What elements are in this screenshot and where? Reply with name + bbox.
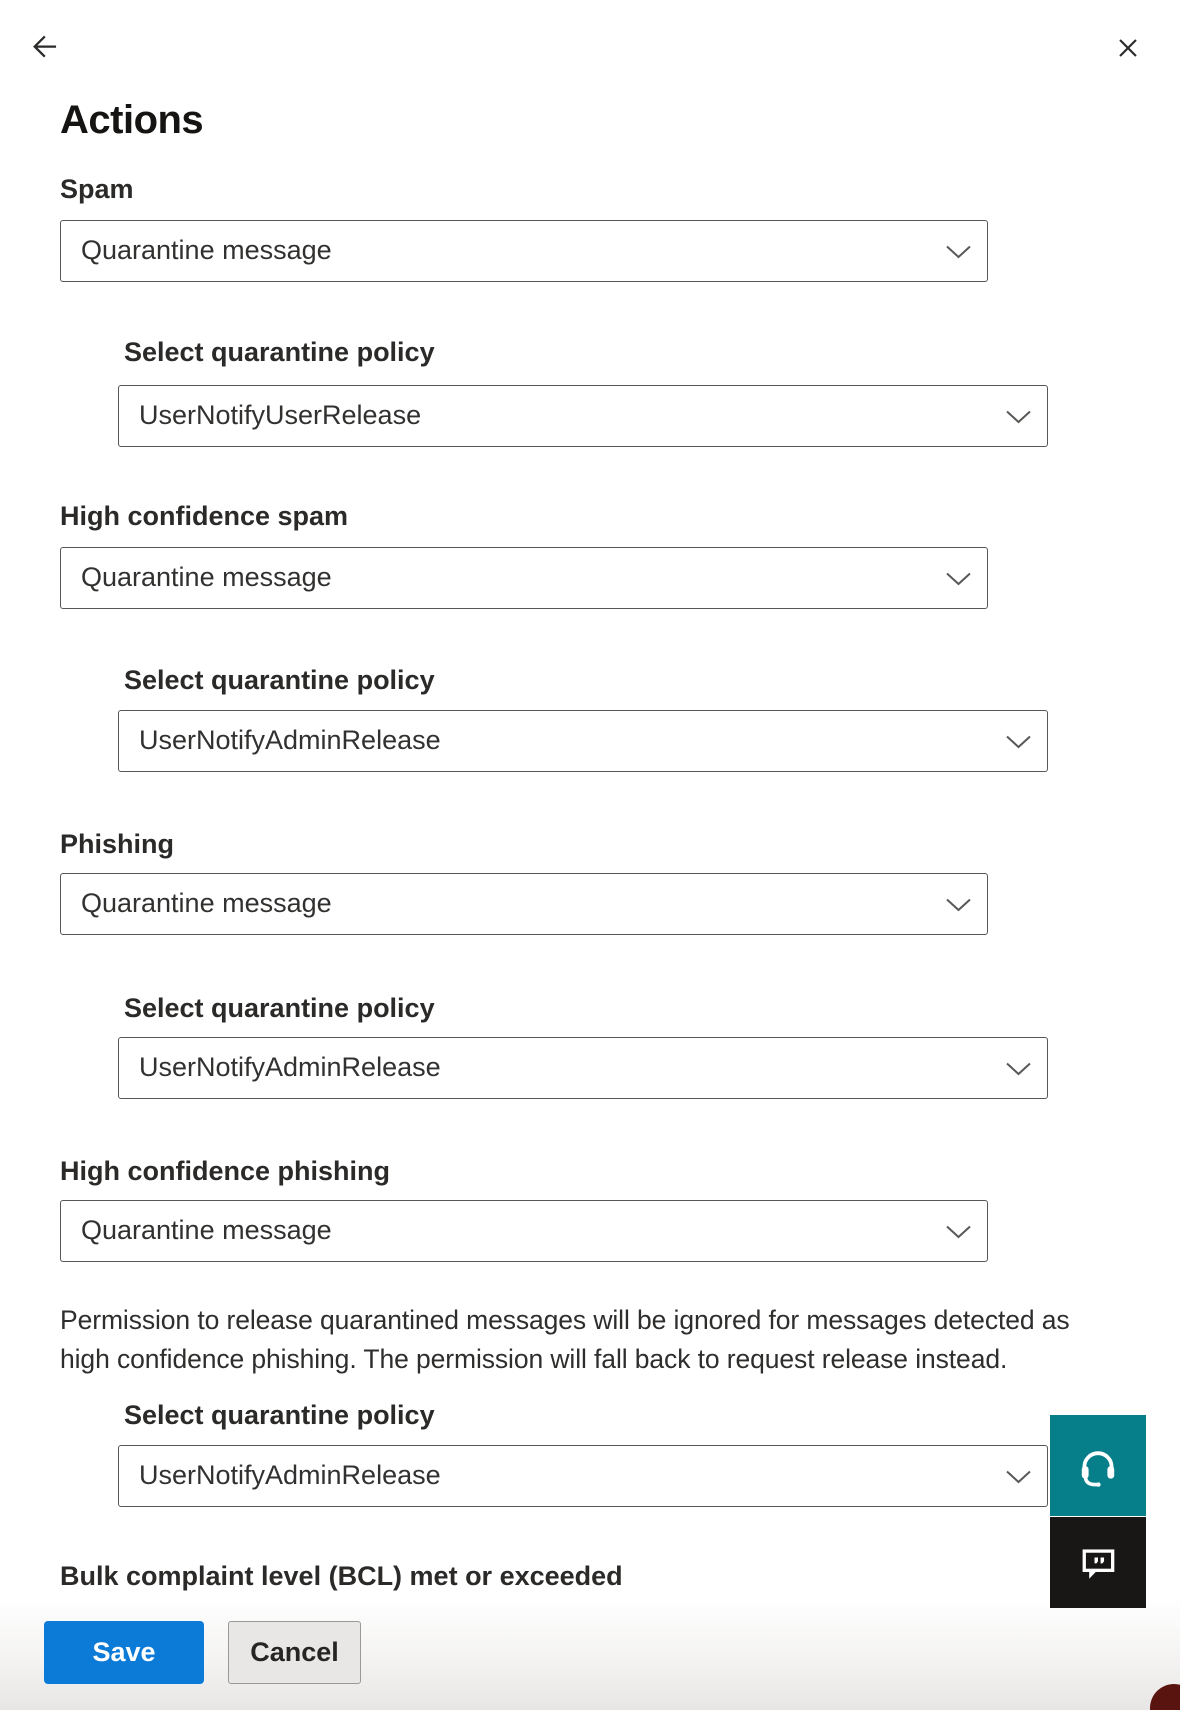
high-confidence-phishing-action-value: Quarantine message <box>81 1215 332 1245</box>
chevron-down-icon <box>945 897 972 918</box>
close-icon <box>1111 53 1145 68</box>
spam-label: Spam <box>60 174 134 204</box>
high-confidence-spam-action-value: Quarantine message <box>81 562 332 592</box>
phishing-quarantine-policy-label: Select quarantine policy <box>124 993 435 1023</box>
footer-bar <box>0 1597 1180 1710</box>
hcp-quarantine-policy-value: UserNotifyAdminRelease <box>139 1460 441 1490</box>
hcs-quarantine-policy-value: UserNotifyAdminRelease <box>139 725 441 755</box>
spam-action-value: Quarantine message <box>81 235 332 265</box>
spam-quarantine-policy-value: UserNotifyUserRelease <box>139 400 422 430</box>
chevron-down-icon <box>1005 734 1032 755</box>
arrow-left-icon <box>24 52 60 67</box>
bulk-complaint-level-label: Bulk complaint level (BCL) met or exceeded <box>60 1561 623 1591</box>
cancel-button[interactable]: Cancel <box>228 1621 361 1684</box>
save-button[interactable]: Save <box>44 1621 204 1684</box>
feedback-button[interactable] <box>1050 1517 1146 1608</box>
chevron-down-icon <box>1005 1061 1032 1082</box>
chevron-down-icon <box>945 571 972 592</box>
page-title: Actions <box>60 98 204 142</box>
phishing-label: Phishing <box>60 829 174 859</box>
spam-quarantine-policy-dropdown[interactable] <box>118 385 1048 447</box>
hcp-permission-note: Permission to release quarantined messages will be ignored for messages detected as high confidence phishing. The permission will fall back to request release instead. <box>60 1305 1070 1374</box>
high-confidence-phishing-label: High confidence phishing <box>60 1156 390 1186</box>
back-button[interactable] <box>22 26 62 66</box>
chevron-down-icon <box>1005 1469 1032 1490</box>
phishing-action-dropdown[interactable] <box>60 873 988 935</box>
chat-bubble-icon <box>1076 1573 1120 1588</box>
phishing-quarantine-policy-value: UserNotifyAdminRelease <box>139 1052 441 1082</box>
phishing-action-value: Quarantine message <box>81 888 332 918</box>
hcp-quarantine-policy-dropdown[interactable] <box>118 1445 1048 1507</box>
high-confidence-phishing-action-dropdown[interactable] <box>60 1200 988 1262</box>
spam-action-dropdown[interactable] <box>60 220 988 282</box>
spam-quarantine-policy-label: Select quarantine policy <box>124 337 435 367</box>
hcs-quarantine-policy-label: Select quarantine policy <box>124 665 435 695</box>
hcs-quarantine-policy-dropdown[interactable] <box>118 710 1048 772</box>
headset-icon <box>1074 1478 1122 1493</box>
hcp-quarantine-policy-label: Select quarantine policy <box>124 1400 435 1430</box>
high-confidence-spam-label: High confidence spam <box>60 501 349 531</box>
close-button[interactable] <box>1108 28 1148 68</box>
phishing-quarantine-policy-dropdown[interactable] <box>118 1037 1048 1099</box>
chevron-down-icon <box>945 1224 972 1245</box>
help-button[interactable] <box>1050 1415 1146 1516</box>
high-confidence-spam-action-dropdown[interactable] <box>60 547 988 609</box>
chevron-down-icon <box>1005 409 1032 430</box>
chevron-down-icon <box>945 244 972 265</box>
